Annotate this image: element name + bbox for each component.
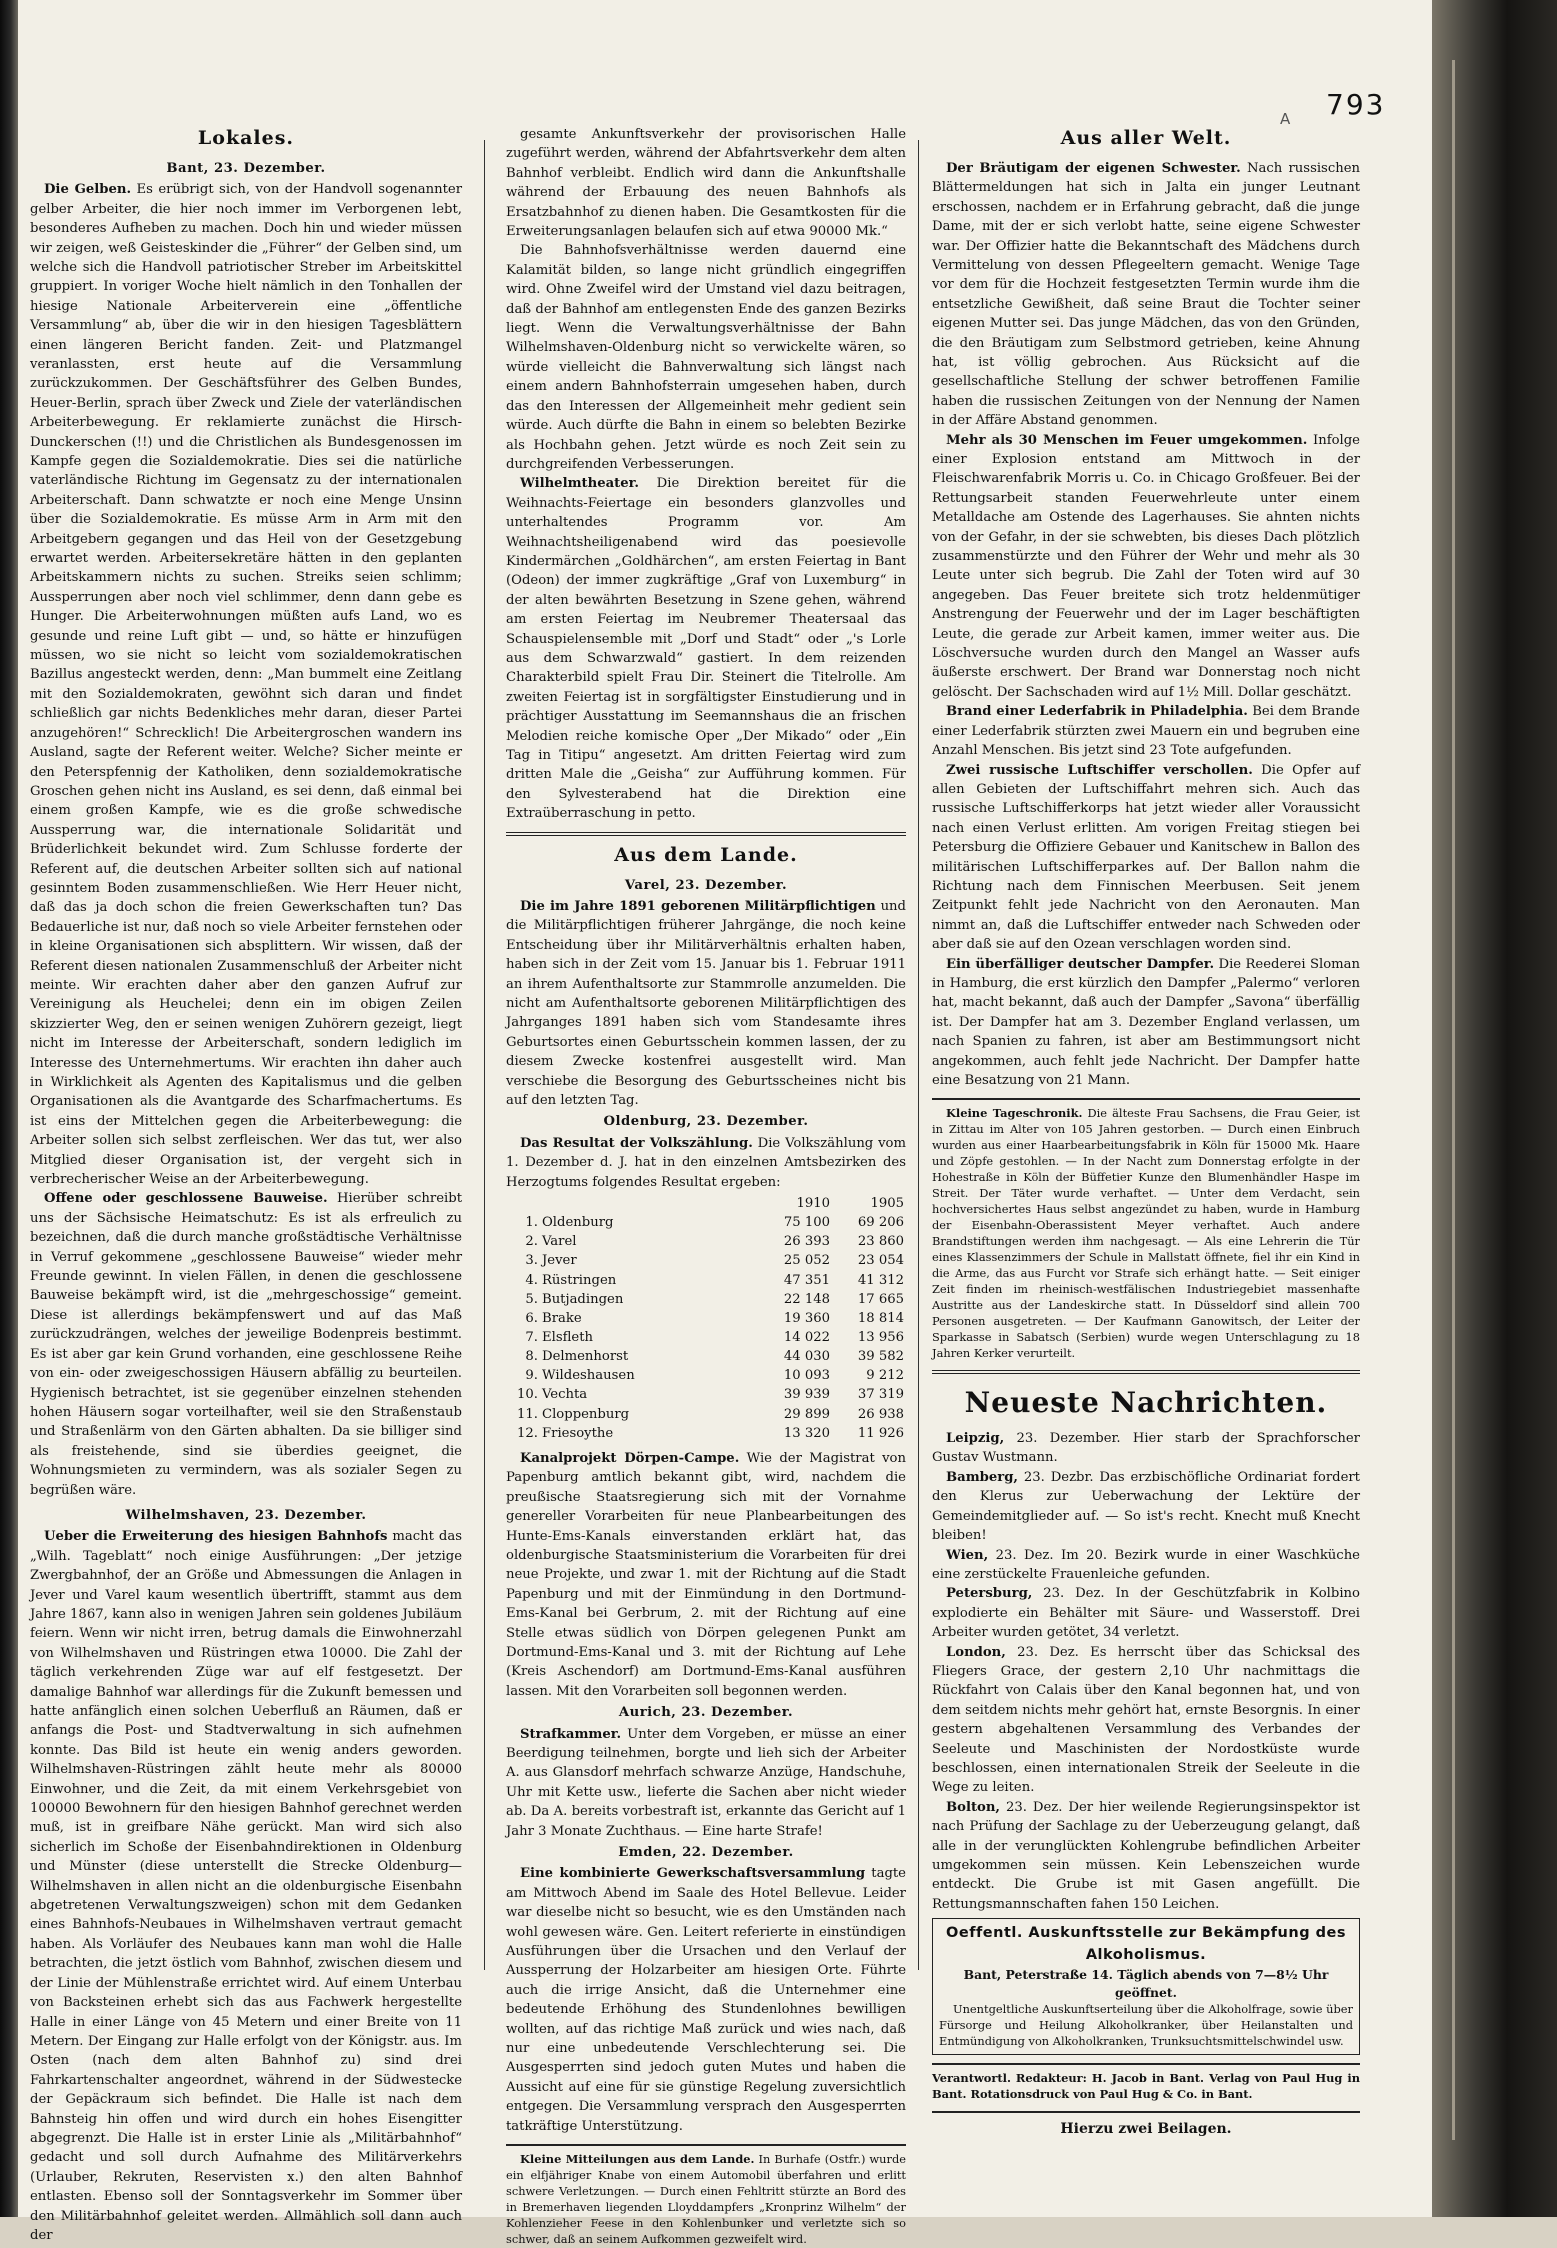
- census-header-1905: 1905: [870, 1196, 904, 1212]
- news-text: Das erzbischöfliche Ordinariat fordert den Klerus zur Ueberwachung der Lektüre der Gemeindemitglieder auf. — So ist's recht. Knecht muß Knecht bleiben!: [932, 1469, 1360, 1544]
- news-item: [932, 1429, 1360, 1468]
- census-value-1905: 39 582: [857, 1349, 904, 1365]
- census-rank: 11.: [517, 1406, 538, 1422]
- census-rank: 6.: [525, 1310, 538, 1326]
- corner-mark: A: [1280, 110, 1291, 128]
- census-district: Friesoythe: [542, 1425, 614, 1441]
- section-title-lokales: Lokales.: [197, 127, 295, 149]
- ad-description: Unentgeltliche Auskunftserteilung über die Alkoholfrage, sowie über Fürsorge und Heilung Alkoholkranker, über Heilanstalten und Entmündigung von Alkoholkranken, Trunksuchtsmittelschwindel usw.: [939, 2002, 1353, 2049]
- census-district: Vechta: [542, 1387, 588, 1403]
- census-rank: 10.: [517, 1387, 538, 1403]
- census-district: Jever: [542, 1253, 577, 1269]
- article-paragraph: [932, 761, 1360, 955]
- book-spine-shadow: [0, 0, 18, 2217]
- census-row: [506, 1347, 906, 1366]
- census-rank: 5.: [525, 1291, 538, 1307]
- article-lead: Offene oder geschlossene Bauweise.: [44, 1191, 328, 1207]
- section-divider: [932, 2111, 1360, 2113]
- census-district: Wildeshausen: [542, 1368, 635, 1384]
- book-edge-shadow: [1432, 0, 1557, 2217]
- dateline-varel: Varel, 23. Dezember.: [624, 877, 788, 893]
- article-list: [30, 1527, 462, 2245]
- news-text: Der hier weilende Regierungsinspektor ist nach Prüfung der Sachlage zu der Ueberzeugung gelangt, daß alle in der verunglückten Kohlengrube befindlichen Arbeiter umgekommen sein müssen. Kein Lebenszeichen wurde entdeckt. Die Grube ist mit Gasen angefüllt. Die Rettungsmannschaften fahen 150 Leichen.: [932, 1799, 1360, 1912]
- news-list: [932, 1429, 1360, 1914]
- news-place: Wien,: [946, 1547, 989, 1563]
- article-paragraph: [506, 474, 906, 823]
- census-value-1910: 75 100: [783, 1215, 830, 1231]
- census-row: [506, 1424, 906, 1443]
- section-divider: [932, 1370, 1360, 1374]
- census-value-1910: 47 351: [783, 1272, 830, 1288]
- census-value-1910: 29 899: [783, 1406, 830, 1422]
- news-item: [932, 1468, 1360, 1546]
- census-row: [506, 1405, 906, 1424]
- census-rank: 1.: [525, 1215, 538, 1231]
- census-rank: 3.: [525, 1253, 538, 1269]
- section-title-aus-dem-lande: Aus dem Lande.: [614, 843, 798, 866]
- section-divider: [506, 832, 906, 836]
- census-value-1910: 25 052: [783, 1253, 830, 1269]
- census-rank: 12.: [517, 1425, 538, 1441]
- census-value-1910: 14 022: [783, 1330, 830, 1346]
- news-item: [932, 1584, 1360, 1642]
- census-rank: 8.: [525, 1349, 538, 1365]
- census-district: Elsfleth: [542, 1330, 594, 1346]
- census-header-1910: 1910: [796, 1196, 830, 1212]
- census-value-1905: 11 926: [857, 1425, 904, 1441]
- section-title-aus-aller-welt: Aus aller Welt.: [1060, 127, 1232, 149]
- census-value-1905: 37 319: [857, 1387, 904, 1403]
- article-lead: Zwei russische Luftschiffer verschollen.: [946, 762, 1253, 778]
- census-value-1910: 26 393: [783, 1234, 830, 1250]
- census-row: [506, 1385, 906, 1404]
- news-date: 23. Dez.: [1043, 1586, 1105, 1602]
- census-value-1905: 26 938: [857, 1406, 904, 1422]
- article-text: Bei dem Brande einer Lederfabrik stürzten zwei Mauern ein und begruben eine Anzahl Menschen. Bis jetzt sind 23 Tote aufgefunden.: [932, 704, 1360, 759]
- section-divider: [932, 1098, 1360, 1100]
- article-text: Infolge einer Explosion entstand am Mittwoch in der Fleischwarenfabrik Morris u. Co. in Chicago Großfeuer. Bei der Rettungsarbeit standen Feuerwehrleute unter einem Metalldache am Ostende des Lagerhauses. Sie ahnten nichts von der Gefahr, in der sie schwebten, bis dieses Dach plötzlich zusammenstürzte und den Führer der Wehr und mehr als 30 Leute unter sich begrub. Die Zahl der Toten wird auf 30 angegeben. Das Feuer breitete sich trotz heldenmütiger Anstrengung der Feuerwehr und der im Lager beschäftigten Leute, die gerade zur Arbeit kamen, immer weiter aus. Die Löschversuche wurden durch den Mangel an Wasser aufs äußerste erschwert. Der Brand war Donnerstag noch nicht gelöscht. Der Sachschaden wird auf 1½ Mill. Dollar geschätzt.: [932, 432, 1360, 700]
- news-text: Hier starb der Sprachforscher Gustav Wustmann.: [932, 1431, 1360, 1466]
- census-district: Cloppenburg: [542, 1406, 630, 1422]
- dateline-oldenburg: Oldenburg, 23. Dezember.: [603, 1114, 809, 1130]
- news-item: [932, 1798, 1360, 1914]
- census-value-1905: 9 212: [866, 1368, 904, 1384]
- newspaper-page: [18, 0, 1432, 2246]
- news-date: 23. Dezember.: [1016, 1431, 1121, 1447]
- advertisement-box: [932, 1918, 1360, 2055]
- census-row: [506, 1290, 906, 1309]
- supplements-note: Hierzu zwei Beilagen.: [1060, 2121, 1232, 2138]
- ad-address: Bant, Peterstraße 14. Täglich abends von 7—8½ Uhr geöffnet.: [963, 1966, 1329, 2001]
- imprint: Verantwortl. Redakteur: H. Jacob in Bant. Verlag von Paul Hug in Bant. Rotationsdruck von Paul Hug & Co. in Bant.: [932, 2071, 1360, 2102]
- news-place: Petersburg,: [946, 1586, 1033, 1602]
- census-table: [506, 1194, 906, 1443]
- census-rank: 4.: [525, 1272, 538, 1288]
- news-place: Leipzig,: [946, 1431, 1005, 1447]
- page-number: 793: [1326, 88, 1386, 121]
- news-text: In der Geschützfabrik in Kolbino explodierte ein Behälter mit Säure- und Wasserstoff. Drei Arbeiter wurden getötet, 34 verletzt.: [932, 1586, 1360, 1641]
- column-1: [30, 125, 462, 2245]
- census-district: Delmenhorst: [542, 1349, 629, 1365]
- article-text: Die Reederei Sloman in Hamburg, die erst kürzlich den Dampfer „Palermo“ verloren hat, macht bekannt, daß auch der Dampfer „Savona“ überfällig ist. Der Dampfer hat am 3. Dezember England verlassen, um nach Spanien zu fahren, ist aber am Bestimmungsort nicht angekommen, auch fehlt jede Nachricht. Der Dampfer hatte eine Besatzung von 21 Mann.: [932, 956, 1360, 1089]
- census-district: Rüstringen: [542, 1272, 617, 1288]
- article-strafkammer: Strafkammer. Unter dem Vorgeben, er müsse an einer Beerdigung teilnehmen, borgte und lieh sich der Arbeiter A. aus Glansdorf mehrfach schwarze Anzüge, Handschuhe, Uhr mit Kette usw., lieferte die Sachen aber nicht wieder ab. Da A. bereits vorbestraft ist, erkannte das Gericht auf 1 Jahr 3 Monate Zuchthaus. — Eine harte Strafe!: [506, 1726, 906, 1839]
- news-item: [932, 1546, 1360, 1585]
- dateline-bant: Bant, 23. Dezember.: [166, 160, 326, 176]
- article-lead: Ueber die Erweiterung des hiesigen Bahnhofs: [44, 1529, 388, 1545]
- news-text: Im 20. Bezirk wurde in einer Waschküche eine zerstückelte Frauenleiche gefunden.: [932, 1547, 1360, 1582]
- article-paragraph: [506, 241, 906, 474]
- census-row: [506, 1251, 906, 1270]
- census-header-row: [506, 1194, 906, 1213]
- article-paragraph: [506, 125, 906, 241]
- census-value-1910: 13 320: [783, 1425, 830, 1441]
- census-district: Butjadingen: [542, 1291, 624, 1307]
- census-district: Varel: [542, 1234, 577, 1250]
- article-text: Hierüber schreibt uns der Sächsische Heimatschutz: Es ist als erfreulich zu bezeichnen, daß die durch manche großstädtische Verhältnisse in Verruf gekommene „geschlossene Bauweise“ wieder mehr Freunde gewinnt. In vielen Fällen, in denen die geschlossene Bauweise bekämpft wird, ist die „mehrgeschossige“ gemeint. Diese ist allerdings bekämpfenswert und auf das Maß zurückzudrängen, welches der jeweilige Bodenpreis bestimmt. Es ist aber gar kein Grund vorhanden, eine geschlossene Reihe von ein- oder zweigeschossigen Häusern abfällig zu beurteilen. Hygienisch betrachtet, ist sie gegenüber einzelnen stehenden hohen Häusern sogar vorteilhafter, weil sie den Straßenstaub und Straßenlärm von den Gärten abhalten. Da sie billiger sind als freistehende, sind sie überdies geeignet, die Wohnungsmieten zu vermindern, was als sozialer Segen zu begrüßen wäre.: [30, 1191, 462, 1498]
- column-rule-2: [918, 140, 919, 1970]
- article-paragraph: [932, 159, 1360, 431]
- census-value-1905: 69 206: [857, 1215, 904, 1231]
- census-value-1905: 18 814: [857, 1310, 904, 1326]
- census-value-1905: 23 860: [857, 1234, 904, 1250]
- news-date: 23. Dez.: [1017, 1644, 1079, 1660]
- news-date: 23. Dez.: [995, 1547, 1054, 1563]
- dateline-emden: Emden, 22. Dezember.: [618, 1845, 794, 1860]
- article-text: Es erübrigt sich, von der Handvoll sogenannter gelber Arbeiter, die hier noch immer im Verborgenen lebt, besonderes Aufheben zu machen. Doch hin und wieder müssen wir zeigen, weß Geisteskinder die „Führer“ der Gelben sind, um welche sich die Handvoll patriotischer Streber im Arbeitskittel gruppiert. In voriger Woche hielt nämlich in den Tonhallen der hiesige Nationale Arbeiterverein eine „öffentliche Versammlung“ ab, über die wir in den hiesigen Tagesblättern einen längeren Bericht fanden. Zeit- und Platzmangel veranlassten, erst heute auf die Versammlung zurückzukommen. Der Geschäftsführer des Gelben Bundes, Heuer-Berlin, sprach über Zweck und Ziele der vaterländischen Arbeiterbewegung. Er reklamierte zunächst die Hirsch-Dunckerschen (!!) und die Christlichen als Bundesgenossen im Kampfe gegen die Sozialdemokratie. Dies sei die natürliche vaterländische Richtung im Gegensatz zu der internationalen Arbeiterschaft. Dann schwatzte er noch eine Menge Unsinn über die Sozialdemokratie. Es müsse Arm in Arm mit den Arbeitgebern gegangen und das Heil von der Gesetzgebung erwartet werden. Arbeitersekretäre hätten in den geplanten Arbeitskammern nichts zu suchen. Streiks seien schlimm; Aussperrungen aber noch viel schlimmer, denn dann gebe es Hunger. Die Arbeiterwohnungen müßten aufs Land, wo es gesunde und reine Luft gibt — und, so hätte er hinzufügen müssen, wo sie nicht so leicht vom sozialdemokratischen Bazillus angesteckt werden, denn: „Man bummelt eine Zeitlang mit den Sozialdemokraten, gewöhnt sich daran und findet schließlich gar nichts Bedenkliches mehr daran, dieser Partei anzugehören!“ Schrecklich! Die Arbeitergroschen wandern ins Ausland, sagte der Referent weiter. Welche? Sicher meinte er den Peterspfennig der Katholiken, denn sozialdemokratische Groschen gehen nicht ins Ausland, es sei denn, daß einmal bei einem großen Kampfe, wie es die große schwedische Aussperrung war, die internationale Solidarität und Brüderlichkeit bekundet wird. Zum Schlusse forderte der Referent auf, die deutschen Arbeiter sollten sich auf national gesinntem Boden zusammenschließen. Wie Herr Heuer nicht, daß das ja doch schon die freien Gewerkschaften tun? Das Bedauerliche ist nur, daß noch so viele Arbeiter fernstehen oder in kleine Organisationen sich absplittern. Wir wissen, daß der Referent diesen nationalen Zusammenschluß der Arbeiter nicht meinte. Wir erachten daher aber den ganzen Aufruf zur Vereinigung als Heuchelei; denn ein im obigen Zeilen skizzierter Weg, den er seinen wenigen Zuhörern gezeigt, liegt nicht im Interesse der Arbeiterschaft, sondern lediglich im Interesse des Unternehmertums. Wir erachten ihn daher auch in Wirklichkeit als Agenten des Kapitalismus und die gelben Organisationen als die Avantgarde des Scharfmachertums. Es ist eins der Mittelchen gegen die Arbeiterbewegung: die Arbeiter sollen sich selbst zerfleischen. Wer das tut, wer also Mitglied dieser Organisation ist, der vergeht sich in verbrecherischer Weise an der Arbeiterbewegung.: [30, 182, 462, 1188]
- column-2: [506, 125, 906, 2248]
- census-row: [506, 1366, 906, 1385]
- section-title-neueste-nachrichten: Neueste Nachrichten.: [964, 1385, 1328, 1419]
- news-date: 23. Dezbr.: [1023, 1469, 1094, 1485]
- article-volkszaehlung: Das Resultat der Volkszählung. Die Volkszählung vom 1. Dezember d. J. hat in den einzelnen Amtsbezirken des Herzogtums folgendes Resultat ergeben:: [506, 1135, 906, 1190]
- dateline-aurich: Aurich, 23. Dezember.: [618, 1705, 794, 1721]
- article-text: macht das „Wilh. Tageblatt“ noch einige Ausführungen: „Der jetzige Zwergbahnhof, der an Größe und Abmessungen die Anlagen in Jever und Varel kaum wesentlich übertrifft, stammt aus dem Jahre 1867, kann also in wenigen Jahren sein goldenes Jubiläum feiern. Wenn wir nicht irren, betrug damals die Einwohnerzahl von Wilhelmshaven und Rüstringen etwa 10000. Die Zahl der täglich verkehrenden Züge war auf elf festgesetzt. Der damalige Bahnhof war allerdings für die Zukunft bemessen und hatte anfänglich einen solchen Ueberfluß an Räumen, daß er anfangs die Post- und Stadtverwaltung in sich aufnehmen konnte. Das Bild ist heute ein wenig anders geworden. Wilhelmshaven-Rüstringen zählt heute mehr als 80000 Einwohner, und die Zeit, da mit einem Verkehrsgebiet von 100000 Bewohnern für den hiesigen Bahnhof gerechnet werden muß, ist in greifbare Nähe gerückt. Man wird sich also sicherlich im Schoße der Eisenbahndirektionen in Oldenburg und Münster (diese unterstellt die Strecke Oldenburg—Wilhelmshaven in allen nicht an die oldenburgische Eisenbahn abgetretenen Verwaltungszweigen) schon mit dem Gedanken eines Bahnhofs-Neubaues in Wilhelmshaven vertraut gemacht haben. Als Vorläufer des Neubaues kann man wohl die Halle betrachten, die jetzt östlich vom Bahnhof, zwischen diesem und der Linie der Mühlenstraße errichtet wird. Auf einem Unterbau von Backsteinen erhebt sich das aus Fachwerk hergestellte Halle in einer Länge von 45 Metern und einer Breite von 11 Metern. Der Eingang zur Halle erfolgt von der Königstr. aus. Im Osten (nach dem alten Bahnhof zu) sind drei Fahrkartenschalter angeordnet, während in der Südwestecke der Gepäckraum sich befindet. Die Halle ist nach dem Bahnsteig hin offen und wird durch ein hohes Eisengitter abgegrenzt. Die Halle ist in erster Linie als „Militärbahnhof“ gedacht und soll durch Aufnahme des Militärverkehrs (Urlauber, Rekruten, Reservisten x.) den alten Bahnhof entlasten. Ebenso soll der Sonntagsverkehr im Sommer über den Militärbahnhof geleitet werden. Allmählich soll dann auch der: [30, 1529, 462, 2243]
- census-row: [506, 1309, 906, 1328]
- article-paragraph: [30, 1189, 462, 1500]
- article-lead: Wilhelmtheater.: [520, 476, 639, 492]
- ad-title: Oeffentl. Auskunftsstelle zur Bekämpfung des Alkoholismus.: [946, 1925, 1346, 1963]
- census-value-1910: 44 030: [783, 1349, 830, 1365]
- article-gewerkschaftsversammlung: Eine kombinierte Gewerkschaftsversammlung tagte am Mittwoch Abend im Saale des Hotel Bellevue. Leider war dieselbe nicht so besucht, wie es den Umständen nach wohl gewesen wäre. Gen. Leitert referierte in einstündigen Ausführungen über die Ursachen und den Verlauf der Aussperrung der Holzarbeiter am hiesigen Orte. Führte auch die irrige Ansicht, daß die Unternehmer eine bedeutende Erhöhung des Stundenlohnes bewilligen wollten, auf das richtige Maß zurück und wies nach, daß nur eine unbedeutende Verschlechterung sei. Die Ausgesperrten sind jedoch guten Mutes und haben die Aussicht auf eine für sie günstige Regelung zuversichtlich entgegen. Die Versammlung versprach den Ausgesperrten tatkräftige Unterstützung.: [506, 1866, 906, 2134]
- article-text: Nach russischen Blättermeldungen hat sich in Jalta ein junger Leutnant erschossen, nachdem er in Erfahrung gebracht, daß die junge Dame, mit der er sich verlobt hatte, seine eigene Schwester war. Der Offizier hatte die Bekanntschaft des Mädchens durch Vermittelung von dessen Pflegeeltern gemacht. Wenige Tage vor dem für die Hochzeit festgesetzten Termin wurde ihm die entsetzliche Gewißheit, daß seine Braut die Tochter seiner eigenen Mutter sei. Das junge Mädchen, das von den Gründen, die den Bräutigam zum Selbstmord getrieben, keine Ahnung hat, ist völlig gebrochen. Aus Rücksicht auf die gesellschaftliche Stellung der schwer betroffenen Familie haben die russischen Zeitungen von der Nennung der Namen in der Affäre Abstand genommen.: [932, 160, 1360, 429]
- column-rule-1: [484, 140, 485, 1970]
- census-value-1905: 41 312: [857, 1272, 904, 1288]
- article-paragraph: [932, 431, 1360, 703]
- article-list: [932, 159, 1360, 1091]
- census-value-1910: 39 939: [783, 1387, 830, 1403]
- binding-line: [1452, 60, 1455, 2140]
- article-text: gesamte Ankunftsverkehr der provisorischen Halle zugeführt werden, während der Abfahrtsverkehr dem alten Bahnhof verbleibt. Endlich wird dann die Ankunftshalle während der Erbauung des neuen Bahnhofs als Ersatzbahnhof zu dienen haben. Die Gesamtkosten für die Erweiterungsanlagen belaufen sich auf etwa 90000 Mk.“: [506, 127, 906, 240]
- news-text: Es herrscht über das Schicksal des Fliegers Grace, der gestern 2,10 Uhr nachmittags die Rückfahrt von Calais über den Kanal begonnen hat, und von dem seitdem nichts mehr gehört hat, ernste Besorgnis. In einer gestern abgehaltenen Versammlung des Verbandes der Seeleute und Maschinisten der Nordostküste wurde beschlossen, einen internationalen Streik der Seeleute in die Wege zu leiten.: [932, 1644, 1360, 1796]
- census-value-1910: 19 360: [783, 1310, 830, 1326]
- census-row: [506, 1213, 906, 1232]
- article-paragraph: [932, 702, 1360, 760]
- article-lead: Brand einer Lederfabrik in Philadelphia.: [946, 704, 1248, 720]
- article-lead: Mehr als 30 Menschen im Feuer umgekommen.: [946, 432, 1308, 448]
- article-text: Die Opfer auf allen Gebieten der Luftschiffahrt mehren sich. Auch das russische Luftschifferkorps hat jetzt wieder aller Voraussicht nach einen Verlust erlitten. Am vorigen Freitag stiegen bei Petersburg die Offiziere Gebauer und Kanitschew in Ballon des militärischen Luftschifferparkes auf. Der Ballon nahm die Richtung nach dem Finnischen Meerbusen. Seit jenem Zeitpunkt fehlt jede Nachricht von den Aeronauten. Man nimmt an, daß die Luftschiffer entweder nach Schweden oder aber daß sie auf den Ozean verschlagen worden sind.: [932, 762, 1360, 953]
- article-text: Die Direktion bereitet für die Weihnachts-Feiertage ein besonders glanzvolles und unterhaltendes Programm vor. Am Weihnachtsheiligenabend wird das poesievolle Kindermärchen „Goldhärchen“, am ersten Feiertag in Bant (Odeon) der immer zugkräftige „Graf von Luxemburg“ in der alten bewährten Besetzung in Szene gehen, während am ersten Feiertag im Neubremer Theatersaal das Schauspielensemble mit „Dorf und Stadt“ oder „'s Lorle aus dem Schwarzwald“ gastiert. In dem reizenden Charakterbild spielt Frau Dir. Steinert die Titelrolle. Am zweiten Feiertag ist in sorgfältigster Einstudierung und in prächtiger Ausstattung im Seemannshaus die an frischen Melodien reiche komische Oper „Der Mikado“ oder „Ein Tag in Titipu“ angesetzt. Am dritten Feiertag wird zum dritten Male die „Geisha“ zur Aufführung kommen. Für den Sylvesterabend hat die Direktion eine Extraüberraschung in petto.: [506, 476, 906, 822]
- column-3: [932, 125, 1360, 2140]
- census-row: [506, 1232, 906, 1251]
- news-item: [932, 1643, 1360, 1798]
- article-lead: Die Gelben.: [44, 182, 132, 198]
- section-divider: [506, 2144, 906, 2146]
- article-list: [30, 180, 462, 1500]
- article-paragraph: [30, 180, 462, 1189]
- census-value-1910: 10 093: [783, 1368, 830, 1384]
- article-lead: Ein überfälliger deutscher Dampfer.: [946, 956, 1215, 972]
- section-divider: [932, 2063, 1360, 2065]
- news-date: 23. Dez.: [1005, 1799, 1063, 1815]
- census-district: Brake: [542, 1310, 582, 1326]
- census-value-1905: 17 665: [857, 1291, 904, 1307]
- article-militaerpflichtige: Die im Jahre 1891 geborenen Militärpflichtigen und die Militärpflichtigen früherer Jahrgänge, die noch keine Entscheidung über ihr Militärverhältnis erhalten haben, haben sich in der Zeit vom 15. Januar bis 1. Februar 1911 an ihrem Aufenthaltsorte zur Stammrolle anzumelden. Die nicht am Aufenthaltsorte geborenen Militärpflichtigen des Jahrganges 1891 haben sich vom Standesamte ihres Geburtsortes einen Geburtsschein kommen lassen, der zu diesem Zwecke kostenfrei ausgestellt wird. Man verschiebe die Besorgung des Geburtsscheines nicht bis auf den letzten Tag.: [506, 898, 906, 1109]
- news-place: Bolton,: [946, 1799, 1001, 1815]
- census-district: Oldenburg: [542, 1215, 614, 1231]
- census-rank: 9.: [525, 1368, 538, 1384]
- census-row: [506, 1328, 906, 1347]
- news-place: London,: [946, 1644, 1006, 1660]
- census-rank: 2.: [525, 1234, 538, 1250]
- news-place: Bamberg,: [946, 1469, 1019, 1485]
- article-list: [506, 125, 906, 824]
- dateline-wilhelmshaven: Wilhelmshaven, 23. Dezember.: [125, 1507, 367, 1523]
- article-kleine-mitteilungen: Kleine Mitteilungen aus dem Lande. In Burhafe (Ostfr.) wurde ein elfjähriger Knabe von einem Automobil überfahren und erlitt schwere Verletzungen. — Durch einen Fehltritt stürzte an Bord des in Bremerhaven liegenden Lloyddampfers „Kronprinz Wilhelm“ der Kohlenzieher Feese in den Kohlenbunker und verletzte sich so schwer, daß an seinem Aufkommen gezweifelt wird.: [506, 2152, 906, 2246]
- article-lead: Der Bräutigam der eigenen Schwester.: [946, 160, 1241, 176]
- census-rank: 7.: [525, 1330, 538, 1346]
- article-text: Die Bahnhofsverhältnisse werden dauernd eine Kalamität bilden, so lange nicht gründlich eingegriffen wird. Ohne Zweifel wird der Umstand viel dazu beitragen, daß der Bahnhof am entlegensten Ende des ganzen Bezirks liegt. Wenn die Verwaltungsverhältnisse der Bahn Wilhelmshaven-Oldenburg nicht so verwickelte wären, so würde vielleicht die Bahnverwaltung sich längst nach einem andern Bahnhofsterrain umgesehen haben, durch das den Interessen der Allgemeinheit mehr gedient sein würde. Auch dürfte die Bahn in einem so belebten Bezirke als Hochbahn gehen. Jetzt würde es noch Zeit sein zu durchgreifenden Verbesserungen.: [506, 243, 906, 472]
- article-paragraph: [932, 955, 1360, 1091]
- article-kleine-tageschronik: Kleine Tageschronik. Die älteste Frau Sachsens, die Frau Geier, ist in Zittau im Alter von 105 Jahren gestorben. — Durch einen Einbruch wurden aus einer Haarbearbeitungsfabrik in Köln für 15000 Mk. Haare und Zöpfe gestohlen. — In der Nacht zum Donnerstag erfolgte in der Hohestraße in Köln der Büffetier Kunze den Blumenhändler Haspe im Streit. Der Täter wurde verhaftet. — Unter dem Verdacht, sein hochversichertes Haus selbst angezündet zu haben, wurde in Hamburg der Eisenbahn-Oberassistent Meyer verhaftet. Auch andere Brandstiftungen werden ihm nachgesagt. — Als eine Lehrerin die Tür eines Klassenzimmers der Schule in Mallstatt öffnete, fiel ihr ein Kind in die Arme, das aus Furcht vor Strafe sich erhängt hatte. — Seit einiger Zeit finden im rheinisch-westfälischen Industriegebiet massenhafte Austritte aus der Landeskirche statt. In Düsseldorf sind allein 700 Personen ausgetreten. — Der Kaufmann Ganowitsch, der Leiter der Sparkasse in Sabatsch (Serbien) wurde wegen Unterschlagung zu 18 Jahren Kerker verurteilt.: [932, 1106, 1360, 1360]
- census-value-1910: 22 148: [783, 1291, 830, 1307]
- census-value-1905: 23 054: [857, 1253, 904, 1269]
- census-row: [506, 1271, 906, 1290]
- article-paragraph: [30, 1527, 462, 2245]
- article-kanalprojekt: Kanalprojekt Dörpen-Campe. Wie der Magistrat von Papenburg amtlich bekannt gibt, wird, nachdem die preußische Staatsregierung sich mit der Vornahme genereller Vorarbeiten für neue Planbearbeitungen des Hunte-Ems-Kanals einverstanden erklärt hat, das oldenburgische Staatsministerium die Vorarbeiten für drei neue Projekte, und zwar 1. mit der Richtung auf die Stadt Papenburg und mit der Einmündung in den Dortmund-Ems-Kanal bei Gerbrum, 2. mit der Richtung auf eine Stelle etwas südlich von Dörpen gelegenen Punkt am Dortmund-Ems-Kanal und 3. mit der Richtung auf Lehe (Kreis Aschendorf) am Dortmund-Ems-Kanal ausführen lassen. Mit den Vorarbeiten soll begonnen werden.: [506, 1450, 906, 1699]
- census-value-1905: 13 956: [857, 1330, 904, 1346]
